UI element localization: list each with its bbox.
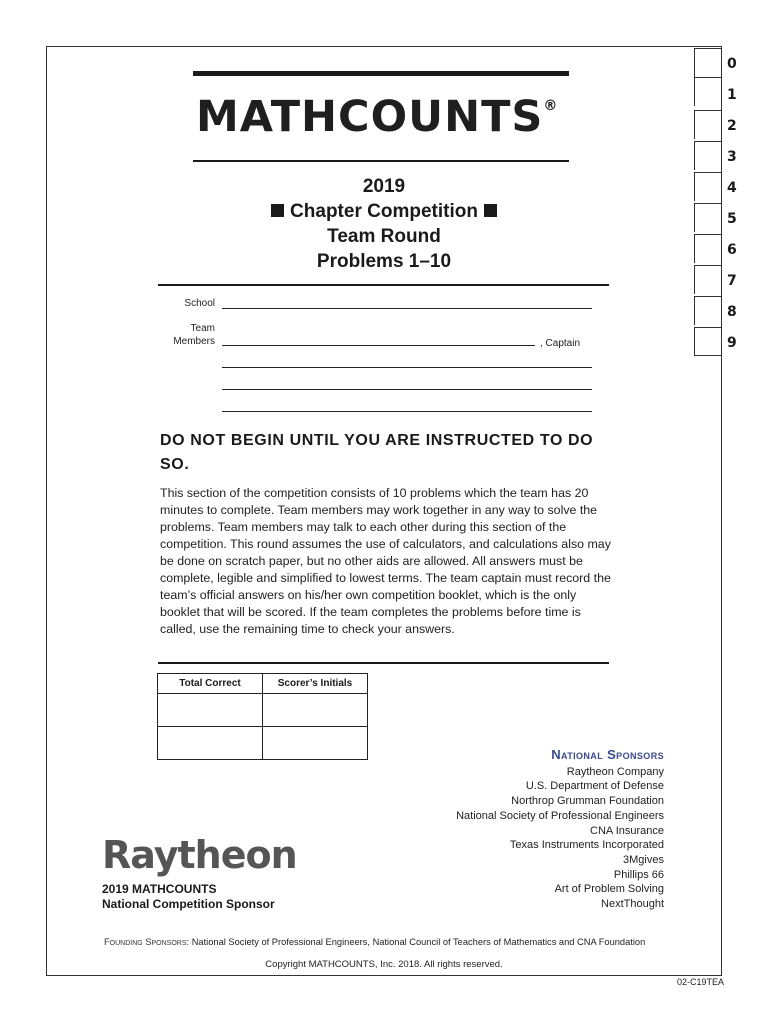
digit-label: 0 (727, 56, 737, 72)
sponsor-item: Texas Instruments Incorporated (509, 839, 664, 852)
digit-tab-8[interactable] (694, 296, 722, 325)
member-field[interactable] (222, 411, 592, 412)
top-thick-rule (193, 71, 569, 76)
founding-sponsors (104, 937, 666, 947)
national-sponsors (456, 748, 664, 912)
captain-field[interactable] (222, 345, 535, 346)
total-correct-header: Total Correct (158, 674, 263, 694)
sponsor-item: Phillips 66 (613, 868, 664, 881)
digit-tab-0[interactable] (694, 48, 722, 77)
sponsors-heading: National Sponsors (551, 747, 664, 762)
square-bullet-icon (271, 204, 284, 217)
sponsor-item: Art of Problem Solving (554, 883, 664, 896)
instructions-bottom-rule (158, 662, 609, 664)
sponsor-note-line: 2019 MATHCOUNTS (102, 882, 217, 896)
members-label: Members (173, 336, 215, 347)
registered-mark: ® (543, 98, 559, 114)
founding-label: Founding Sponsors: (104, 937, 190, 947)
digit-tab-3[interactable] (694, 141, 722, 170)
logo-bottom-rule (193, 160, 569, 162)
digit-label: 9 (727, 335, 737, 351)
digit-label: 3 (727, 149, 737, 165)
score-table-header (158, 674, 368, 694)
total-correct-cell[interactable] (158, 694, 263, 727)
instructions-paragraph: This section of the competition consists of 10 problems which the team has 20 minutes to complete. Team members may work together in any way to solve the problems. Team members may talk to each other during this section of the competition. This round assumes the use of calculators, and calculations also may be done on scratch paper, but no other aids are allowed. All answers must be complete, legible and simplified to lowest terms. The team captain must record the team’s official answers on his/her own competition booklet, which is the only booklet that will be scored. If the team completes the problems before time is called, use the remaining time to check your answers. (160, 486, 611, 636)
document-code: 02-C19TEA (676, 977, 724, 987)
school-label: School (184, 298, 215, 309)
logo-text: MATHCOUNTS (196, 92, 544, 142)
square-bullet-icon (484, 204, 497, 217)
mathcounts-logo (196, 92, 576, 142)
digit-label: 5 (727, 211, 737, 227)
scorer-initials-cell[interactable] (263, 727, 368, 760)
sponsor-item: CNA Insurance (590, 824, 664, 837)
copyright: Copyright MATHCOUNTS, Inc. 2018. All rights reserved. (265, 959, 503, 970)
digit-label: 4 (727, 180, 737, 196)
sponsor-item: National Society of Professional Engineers (456, 809, 664, 822)
digit-tab-1[interactable] (694, 77, 722, 106)
member-field[interactable] (222, 367, 592, 368)
digit-label: 6 (727, 242, 737, 258)
sponsor-note-line: National Competition Sponsor (102, 897, 275, 911)
digit-tab-7[interactable] (694, 265, 722, 294)
digit-label: 8 (727, 304, 737, 320)
digit-tab-6[interactable] (694, 234, 722, 263)
round-name: Team Round (327, 226, 441, 247)
digit-tab-9[interactable] (694, 327, 722, 356)
problems-range: Problems 1–10 (316, 251, 452, 272)
sponsor-item: U.S. Department of Defense (525, 780, 664, 793)
table-row (158, 694, 368, 727)
raytheon-logo: Raytheon (102, 833, 297, 877)
sponsor-item: 3Mgives (623, 853, 664, 866)
sponsor-item: Raytheon Company (566, 765, 664, 778)
digit-label: 1 (727, 87, 737, 103)
total-correct-cell[interactable] (158, 727, 263, 760)
captain-label: , Captain (540, 338, 581, 349)
year: 2019 (362, 176, 406, 197)
score-table (157, 673, 368, 760)
sponsor-item: Northrop Grumman Foundation (511, 795, 664, 808)
table-row (158, 727, 368, 760)
competition-name: Chapter Competition (290, 201, 478, 222)
scorer-initials-cell[interactable] (263, 694, 368, 727)
founding-text: National Society of Professional Engineers, National Council of Teachers of Mathematics and CNA Foundation (189, 937, 646, 947)
warning-heading: DO NOT BEGIN UNTIL YOU ARE INSTRUCTED TO DO SO. (160, 432, 594, 473)
digit-label: 2 (727, 118, 737, 134)
competition-sponsor-note (102, 882, 275, 912)
sponsor-item: NextThought (601, 898, 664, 911)
title-bottom-rule (158, 284, 609, 286)
digit-label: 7 (727, 273, 737, 289)
digit-tab-2[interactable] (694, 110, 722, 139)
scorer-initials-header: Scorer’s Initials (263, 674, 368, 694)
member-field[interactable] (222, 389, 592, 390)
competition-line (196, 199, 572, 224)
team-label: Team (190, 323, 215, 334)
digit-tab-5[interactable] (694, 203, 722, 232)
school-field[interactable] (222, 308, 592, 309)
title-block (196, 174, 572, 274)
digit-tab-4[interactable] (694, 172, 722, 201)
